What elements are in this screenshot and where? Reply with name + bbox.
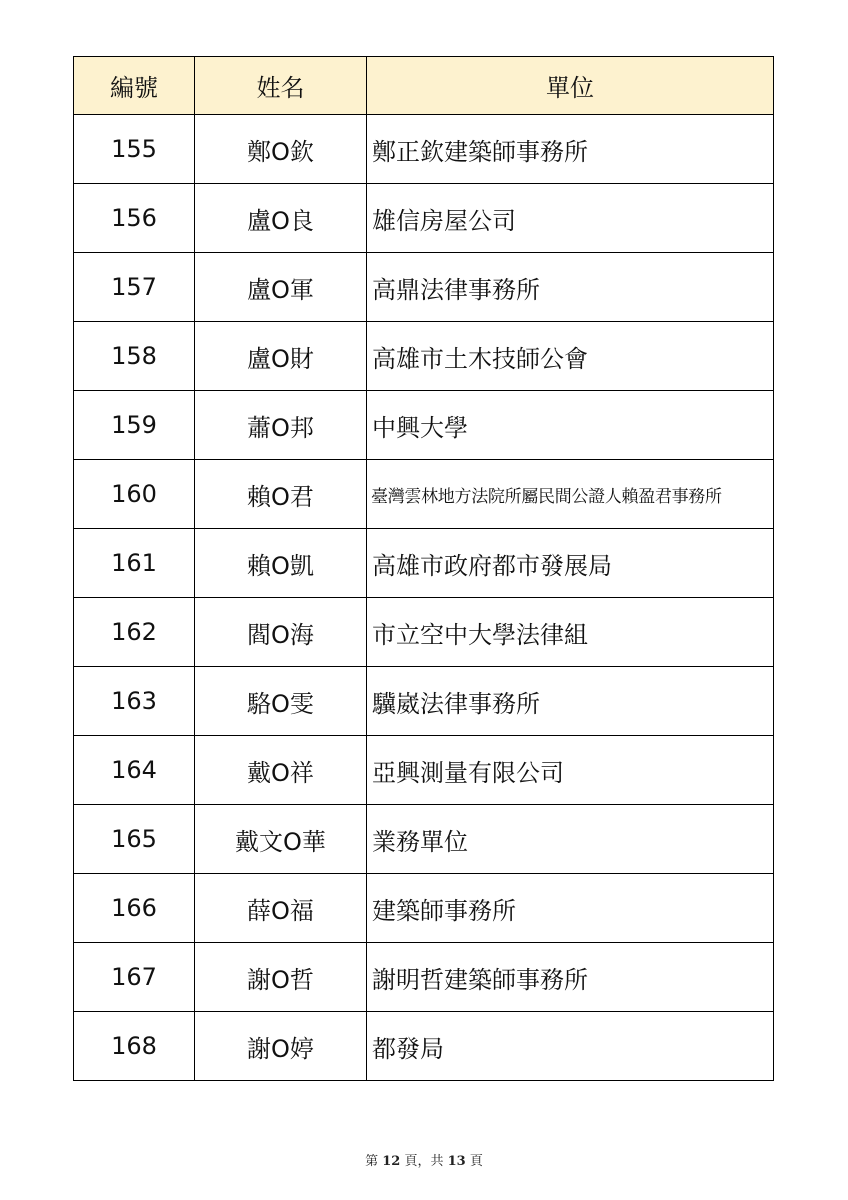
page-footer [0, 1150, 848, 1169]
row-unit: 都發局 [367, 1012, 774, 1081]
header-number: 編號 [74, 57, 195, 115]
header-row [74, 57, 774, 115]
row-number: 157 [74, 253, 195, 322]
row-unit: 亞興測量有限公司 [367, 736, 774, 805]
row-name: 駱O雯 [195, 667, 367, 736]
row-number: 167 [74, 943, 195, 1012]
row-name: 閻O海 [195, 598, 367, 667]
row-number: 155 [74, 115, 195, 184]
table-row [74, 460, 774, 529]
row-name: 鄭O欽 [195, 115, 367, 184]
row-name: 謝O哲 [195, 943, 367, 1012]
row-number: 164 [74, 736, 195, 805]
row-number: 168 [74, 1012, 195, 1081]
row-name: 盧O良 [195, 184, 367, 253]
row-number: 159 [74, 391, 195, 460]
table-row [74, 598, 774, 667]
table-row [74, 253, 774, 322]
row-unit: 雄信房屋公司 [367, 184, 774, 253]
row-number: 162 [74, 598, 195, 667]
table-row [74, 391, 774, 460]
row-unit: 中興大學 [367, 391, 774, 460]
row-number: 161 [74, 529, 195, 598]
row-unit: 驥崴法律事務所 [367, 667, 774, 736]
row-name: 謝O婷 [195, 1012, 367, 1081]
row-name: 盧O財 [195, 322, 367, 391]
table-row [74, 322, 774, 391]
table-row [74, 667, 774, 736]
footer-page-number: 12 [382, 1154, 401, 1169]
table-row [74, 736, 774, 805]
row-unit: 鄭正欽建築師事務所 [367, 115, 774, 184]
row-number: 163 [74, 667, 195, 736]
table-row [74, 943, 774, 1012]
row-name: 戴O祥 [195, 736, 367, 805]
row-number: 165 [74, 805, 195, 874]
row-number: 156 [74, 184, 195, 253]
row-unit: 市立空中大學法律組 [367, 598, 774, 667]
table-row [74, 1012, 774, 1081]
row-unit: 高鼎法律事務所 [367, 253, 774, 322]
row-unit: 建築師事務所 [367, 874, 774, 943]
footer-total-pages: 13 [447, 1154, 466, 1169]
row-name: 賴O君 [195, 460, 367, 529]
footer-suffix: 頁 [469, 1154, 483, 1169]
row-name: 薛O福 [195, 874, 367, 943]
table-row [74, 805, 774, 874]
row-unit: 高雄市土木技師公會 [367, 322, 774, 391]
row-name: 盧O軍 [195, 253, 367, 322]
roster-table [73, 56, 774, 1081]
row-name: 蕭O邦 [195, 391, 367, 460]
footer-prefix: 第 [365, 1154, 379, 1169]
row-number: 166 [74, 874, 195, 943]
table-row [74, 115, 774, 184]
row-unit: 謝明哲建築師事務所 [367, 943, 774, 1012]
row-unit: 臺灣雲林地方法院所屬民間公證人賴盈君事務所 [367, 460, 774, 529]
footer-middle: 頁，共 [404, 1154, 444, 1169]
table-header [74, 57, 774, 115]
row-unit: 高雄市政府都市發展局 [367, 529, 774, 598]
header-name: 姓名 [195, 57, 367, 115]
table-row [74, 874, 774, 943]
row-name: 戴文O華 [195, 805, 367, 874]
row-unit: 業務單位 [367, 805, 774, 874]
table-body [74, 115, 774, 1081]
row-number: 158 [74, 322, 195, 391]
header-unit: 單位 [367, 57, 774, 115]
table-row [74, 529, 774, 598]
row-number: 160 [74, 460, 195, 529]
row-name: 賴O凱 [195, 529, 367, 598]
table-row [74, 184, 774, 253]
